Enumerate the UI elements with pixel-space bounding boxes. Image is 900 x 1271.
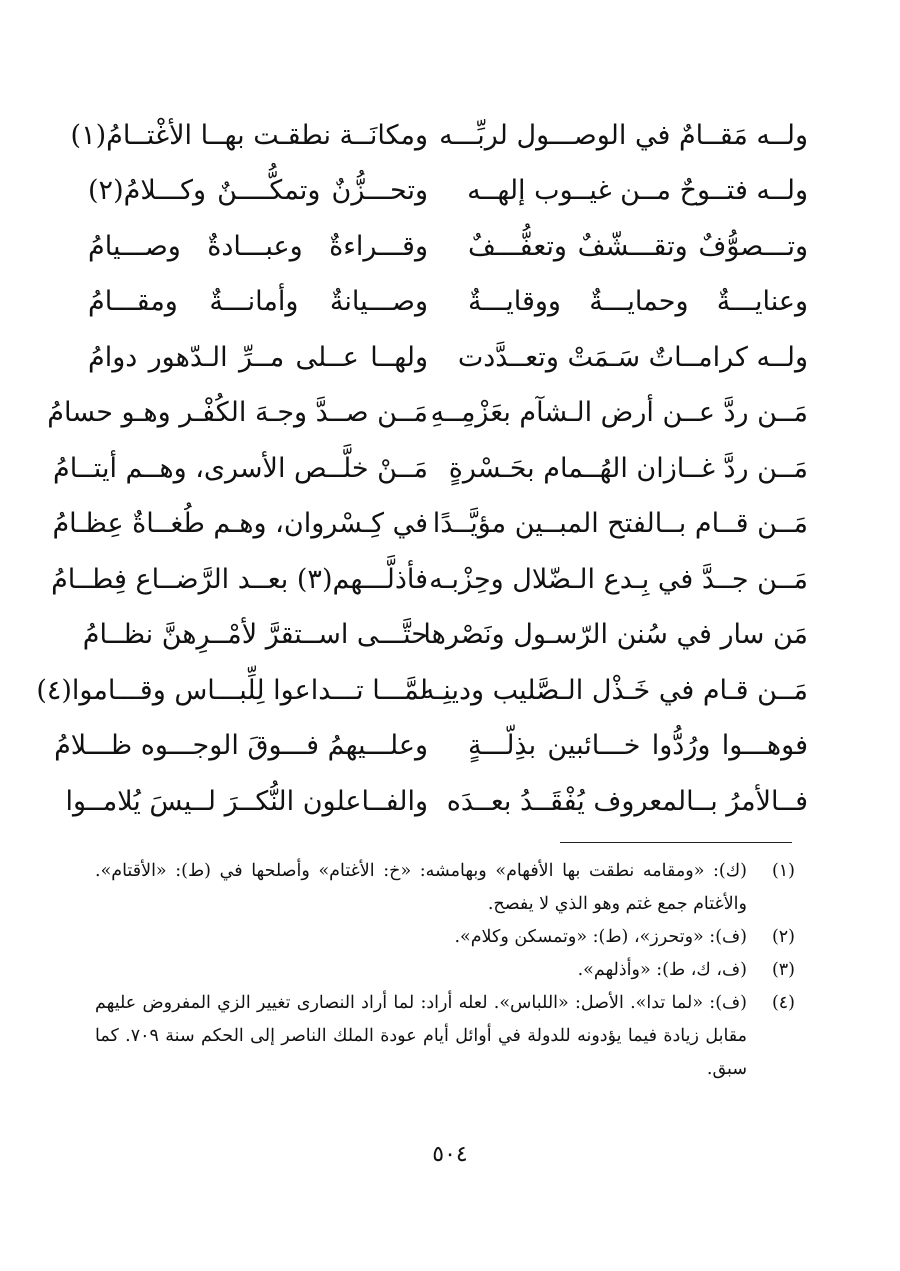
verse xyxy=(47,386,808,442)
verse-first-hemistich: مَــن ردَّ غــازان الهُــمام بحَـسْرةٍ xyxy=(448,452,808,484)
verse xyxy=(36,663,808,719)
footnote-text: (ف): «لما تدا». الأصل: «اللباس». لعله أراد: لما أراد النصارى تغيير الزي المفروض عليهم مقابل زيادة فيما يؤدونه للدولة في أوائل أيام عودة الملك الناصر إلى الحكم سنة ٧٠٩. كما سبق. xyxy=(95,993,747,1079)
verse xyxy=(88,164,808,220)
footnote-separator xyxy=(560,842,792,843)
verse xyxy=(70,108,808,164)
footnote-number: (٤) xyxy=(771,993,795,1013)
verse-first-hemistich: وعنايـــةٌ وحمايـــةٌ ووقايـــةٌ xyxy=(468,286,808,318)
footnote xyxy=(95,921,795,954)
verse-second-hemistich: حتَّـــى اســتقرَّ لأمْــرِهنَّ نظــامُ xyxy=(82,619,428,651)
verse xyxy=(88,330,808,386)
verse-first-hemistich: ولــه كرامــاتٌ سَـمَتْ وتعــدَّدت xyxy=(457,341,808,373)
footnote-number: (٢) xyxy=(771,927,795,947)
verse-second-hemistich: في كِـسْروان، وهـم طُغــاةٌ عِظـامُ xyxy=(52,508,428,540)
verse-first-hemistich: مَــن جــدَّ في بِـدع الـضّلال وحِزْبـه xyxy=(429,563,808,595)
verse-first-hemistich: فوهـــوا ورُدُّوا خـــائبين بذِلّـــةٍ xyxy=(468,730,808,762)
verse-first-hemistich: مَــن ردَّ عــن أرض الـشآم بعَزْمِــهِ xyxy=(430,397,808,429)
page-number: ٥٠٤ xyxy=(432,1142,468,1167)
verse xyxy=(65,774,808,830)
footnote-text: (ك): «ومقامه نطقت بها الأفهام» وبهامشه: «خ: الأغتام» وأصلحها في (ط): «الأقتام». والأغتام جمع غتم وهو الذي لا يفصح. xyxy=(95,861,747,914)
verse-second-hemistich: مَــنْ خلَّــص الأسرى، وهــم أيتــامُ xyxy=(53,452,428,484)
verse xyxy=(52,497,808,553)
verse-second-hemistich: ومكانَــة نطقـت بهــا الأغْتــامُ(١) xyxy=(70,119,428,151)
footnotes xyxy=(95,855,795,1086)
verse-second-hemistich: وقـــراءةٌ وعبـــادةٌ وصـــيامُ xyxy=(88,230,428,262)
verse-first-hemistich: ولــه مَقــامٌ في الوصـــول لربِّـــه xyxy=(439,119,808,151)
verse xyxy=(54,719,808,775)
verse-first-hemistich: مَــن قـام في خَـذْل الـصَّليب ودينِـه xyxy=(420,674,808,706)
verse-first-hemistich: ولــه فتــوحٌ مــن غيــوب إلهــه xyxy=(467,175,808,207)
verse xyxy=(51,552,808,608)
footnote-text: (ف، ك، ط): «وأذلهم». xyxy=(577,960,747,980)
verse xyxy=(88,219,808,275)
verse-first-hemistich: مَــن قــام بــالفتح المبــين مؤيَّــدًا xyxy=(432,508,808,540)
verse-second-hemistich: لمَّـــا تـــداعوا لِلِّبـــاس وقـــاموا(٤) xyxy=(36,674,428,706)
poem xyxy=(36,108,808,830)
verse-second-hemistich: وتحـــزُّنٌ وتمكُّــــنٌ وكـــلامُ(٢) xyxy=(88,175,428,207)
verse-second-hemistich: وصـــيانةٌ وأمانـــةٌ ومقـــامُ xyxy=(88,286,428,318)
footnote-number: (٣) xyxy=(771,960,795,980)
footnote xyxy=(95,987,795,1086)
verse-first-hemistich: مَن سار في سُنن الرّسـول ونَصْرها xyxy=(423,619,808,651)
footnote-text: (ف): «وتحرز»، (ط): «وتمسكن وكلام». xyxy=(454,927,747,947)
verse xyxy=(82,608,808,664)
verse xyxy=(53,441,808,497)
verse-second-hemistich: وعلـــيهمُ فـــوقَ الوجـــوه ظـــلامُ xyxy=(54,730,428,762)
footnote xyxy=(95,954,795,987)
verse-second-hemistich: مَــن صــدَّ وجـهَ الكُفْـر وهـو حسامُ xyxy=(47,397,428,429)
verse-second-hemistich: والفــاعلون النُّكــرَ لــيسَ يُلامــوا xyxy=(65,785,428,817)
verse-second-hemistich: ولهــا عــلى مــرِّ الـدّهور دوامُ xyxy=(88,341,428,373)
verse xyxy=(88,275,808,331)
verse-second-hemistich: فأذلَّـــهم(٣) بعــد الرَّضــاع فِطــامُ xyxy=(51,563,428,595)
footnote xyxy=(95,855,795,921)
footnote-number: (١) xyxy=(771,861,795,881)
verse-first-hemistich: وتـــصوُّفٌ وتقـــشّفٌ وتعفُّـــفٌ xyxy=(468,230,808,262)
verse-first-hemistich: فــالأمرُ بــالمعروف يُفْقَــدُ بعــدَه xyxy=(446,785,808,817)
